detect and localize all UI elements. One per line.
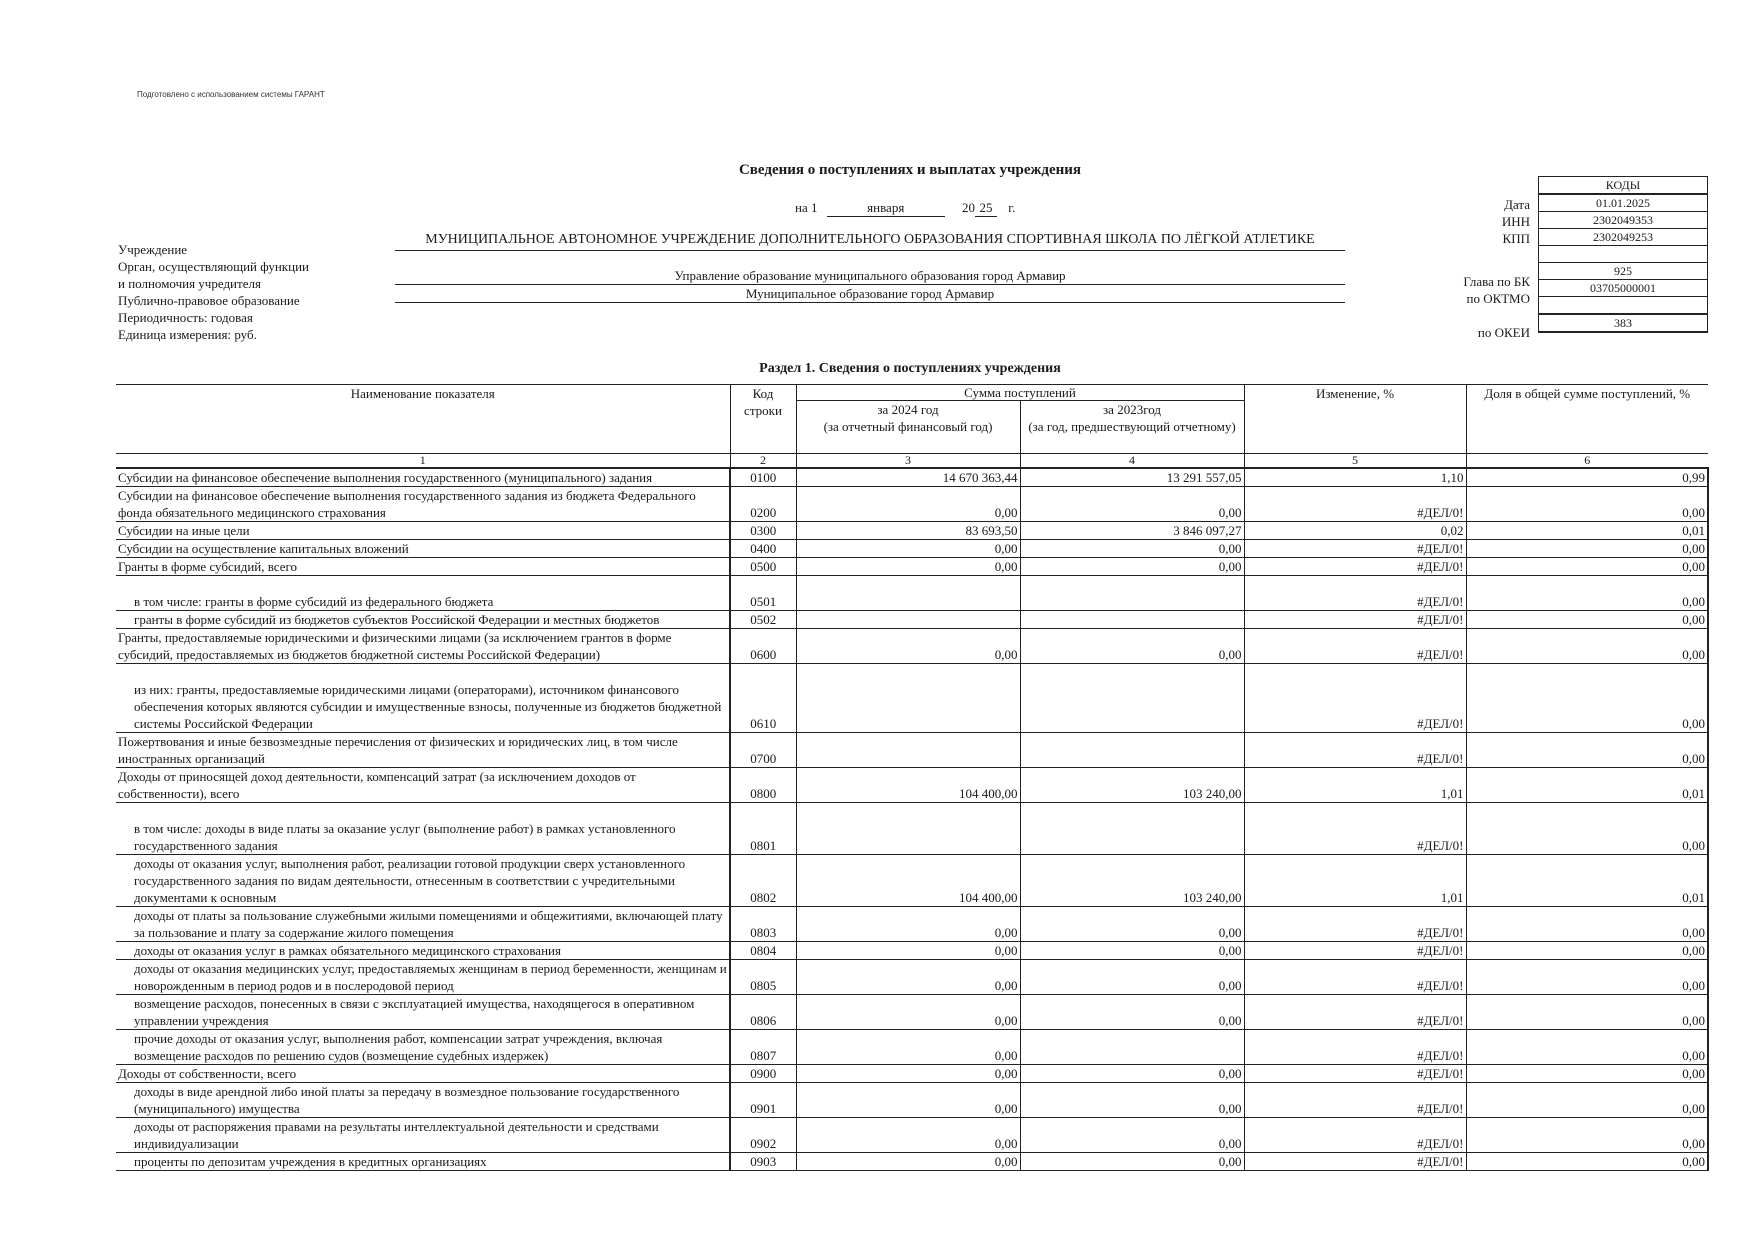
row-value-2023: 3 846 097,27 xyxy=(1020,522,1244,540)
table-row xyxy=(116,1153,1708,1171)
row-name: Субсидии на иные цели xyxy=(116,522,730,540)
code-date: 01.01.2025 xyxy=(1539,193,1707,211)
row-share: 0,00 xyxy=(1466,558,1708,576)
codes-block xyxy=(1538,176,1708,333)
row-share: 0,00 xyxy=(1466,942,1708,960)
table-row xyxy=(116,540,1708,558)
table-row xyxy=(116,995,1708,1030)
col-num-6: 6 xyxy=(1466,454,1708,469)
row-value-2023: 0,00 xyxy=(1020,995,1244,1030)
table-row xyxy=(116,664,1708,733)
date-suffix: г. xyxy=(1008,200,1016,215)
row-change: #ДЕЛ/0! xyxy=(1244,995,1466,1030)
row-value-2024: 14 670 363,44 xyxy=(796,468,1020,487)
row-value-2024: 0,00 xyxy=(796,487,1020,522)
row-change: 1,01 xyxy=(1244,855,1466,907)
row-value-2023: 0,00 xyxy=(1020,1118,1244,1153)
code-label-bk: Глава по БК xyxy=(1463,274,1530,289)
col-2023-subtitle: (за год, предшествующий отчетному) xyxy=(1028,419,1236,434)
row-value-2023 xyxy=(1020,803,1244,855)
row-code: 0901 xyxy=(730,1083,796,1118)
table-row xyxy=(116,1118,1708,1153)
table-row xyxy=(116,611,1708,629)
row-change: #ДЕЛ/0! xyxy=(1244,960,1466,995)
row-value-2023: 103 240,00 xyxy=(1020,855,1244,907)
row-value-2023 xyxy=(1020,1030,1244,1065)
row-name: в том числе: гранты в форме субсидий из федерального бюджета xyxy=(116,576,730,611)
table-row xyxy=(116,733,1708,768)
col-2023-header xyxy=(1020,401,1244,454)
row-name: Гранты в форме субсидий, всего xyxy=(116,558,730,576)
institution-underline xyxy=(395,250,1345,251)
row-name: Доходы от собственности, всего xyxy=(116,1065,730,1083)
row-value-2024: 104 400,00 xyxy=(796,855,1020,907)
row-name: Субсидии на финансовое обеспечение выполнения государственного (муниципального) задания xyxy=(116,468,730,487)
row-value-2023 xyxy=(1020,733,1244,768)
label-founder-2: и полномочия учредителя xyxy=(118,276,261,291)
code-label-oktmo: по ОКТМО xyxy=(1466,291,1530,306)
row-value-2024: 0,00 xyxy=(796,1083,1020,1118)
column-number-row xyxy=(116,454,1708,469)
row-name: Субсидии на финансовое обеспечение выполнения государственного задания из бюджета Федерального фонда обязательного медицинского страхования xyxy=(116,487,730,522)
code-label-date: Дата xyxy=(1504,197,1530,212)
row-value-2023: 0,00 xyxy=(1020,1153,1244,1171)
row-name: из них: гранты, предоставляемые юридическими лицами (операторами), источником финансового обеспечения которых являются субсидии и имущественные взносы, полученные из бюджетов бюджетной системы Российской Федерации xyxy=(116,664,730,733)
col-2024-title: за 2024 год xyxy=(877,402,939,417)
row-share: 0,01 xyxy=(1466,522,1708,540)
row-name: гранты в форме субсидий из бюджетов субъектов Российской Федерации и местных бюджетов xyxy=(116,611,730,629)
section-title: Раздел 1. Сведения о поступлениях учреждения xyxy=(759,361,1061,376)
table-row xyxy=(116,522,1708,540)
row-value-2024: 0,00 xyxy=(796,1065,1020,1083)
col-2024-header xyxy=(796,401,1020,454)
row-value-2024: 83 693,50 xyxy=(796,522,1020,540)
date-year-suffix: 25 xyxy=(975,200,997,217)
row-name: доходы в виде арендной либо иной платы за передачу в возмездное пользование государственного (муниципального) имущества xyxy=(116,1083,730,1118)
row-name: возмещение расходов, понесенных в связи с эксплуатацией имущества, находящегося в оперативном управлении учреждения xyxy=(116,995,730,1030)
receipts-table xyxy=(116,384,1709,1171)
row-change: #ДЕЛ/0! xyxy=(1244,803,1466,855)
row-code: 0300 xyxy=(730,522,796,540)
row-code: 0805 xyxy=(730,960,796,995)
row-share: 0,00 xyxy=(1466,664,1708,733)
row-value-2024: 0,00 xyxy=(796,1153,1020,1171)
code-kpp: 2302049253 xyxy=(1539,228,1707,245)
row-code: 0801 xyxy=(730,803,796,855)
row-code: 0800 xyxy=(730,768,796,803)
document-title: Сведения о поступлениях и выплатах учреждения xyxy=(738,162,1082,178)
label-institution: Учреждение xyxy=(118,242,188,257)
row-share: 0,00 xyxy=(1466,1083,1708,1118)
row-change: #ДЕЛ/0! xyxy=(1244,487,1466,522)
code-label-okei: по ОКЕИ xyxy=(1477,325,1530,340)
row-code: 0501 xyxy=(730,576,796,611)
row-change: #ДЕЛ/0! xyxy=(1244,1065,1466,1083)
row-name: прочие доходы от оказания услуг, выполнения работ, компенсации затрат учреждения, включая возмещение расходов по решению судов (возмещение судебных издержек) xyxy=(116,1030,730,1065)
row-name: доходы от оказания медицинских услуг, предоставляемых женщинам в период беременности, женщинам и новорожденным в период родов и в послеродовой период xyxy=(116,960,730,995)
row-change: #ДЕЛ/0! xyxy=(1244,664,1466,733)
code-label-kpp: КПП xyxy=(1502,231,1530,246)
row-share: 0,99 xyxy=(1466,468,1708,487)
row-value-2023 xyxy=(1020,664,1244,733)
row-share: 0,00 xyxy=(1466,629,1708,664)
col-2024-subtitle: (за отчетный финансовый год) xyxy=(823,419,993,434)
row-value-2024 xyxy=(796,611,1020,629)
row-value-2024: 0,00 xyxy=(796,960,1020,995)
row-value-2024: 0,00 xyxy=(796,1030,1020,1065)
row-code: 0100 xyxy=(730,468,796,487)
row-change: #ДЕЛ/0! xyxy=(1244,907,1466,942)
row-value-2023: 0,00 xyxy=(1020,629,1244,664)
row-share: 0,00 xyxy=(1466,960,1708,995)
table-row xyxy=(116,1065,1708,1083)
row-code: 0610 xyxy=(730,664,796,733)
row-code: 0806 xyxy=(730,995,796,1030)
row-code: 0600 xyxy=(730,629,796,664)
label-periodicity: Периодичность: годовая xyxy=(118,310,253,325)
row-change: 1,10 xyxy=(1244,468,1466,487)
row-value-2023 xyxy=(1020,611,1244,629)
col-name-header: Наименование показателя xyxy=(116,385,730,454)
row-value-2024: 0,00 xyxy=(796,907,1020,942)
row-change: #ДЕЛ/0! xyxy=(1244,733,1466,768)
row-value-2023: 0,00 xyxy=(1020,558,1244,576)
code-empty-2 xyxy=(1539,296,1707,313)
row-value-2024 xyxy=(796,733,1020,768)
row-share: 0,00 xyxy=(1466,540,1708,558)
row-share: 0,00 xyxy=(1466,803,1708,855)
row-change: 0,02 xyxy=(1244,522,1466,540)
table-row xyxy=(116,629,1708,664)
row-value-2024 xyxy=(796,664,1020,733)
row-value-2023: 0,00 xyxy=(1020,907,1244,942)
row-name: доходы от оказания услуг в рамках обязательного медицинского страхования xyxy=(116,942,730,960)
row-value-2023: 0,00 xyxy=(1020,487,1244,522)
code-bk: 925 xyxy=(1539,262,1707,279)
row-code: 0502 xyxy=(730,611,796,629)
row-change: #ДЕЛ/0! xyxy=(1244,576,1466,611)
row-code: 0803 xyxy=(730,907,796,942)
row-change: #ДЕЛ/0! xyxy=(1244,1153,1466,1171)
code-oktmo: 03705000001 xyxy=(1539,279,1707,296)
table-row xyxy=(116,1083,1708,1118)
row-code: 0400 xyxy=(730,540,796,558)
row-value-2023: 103 240,00 xyxy=(1020,768,1244,803)
row-code: 0903 xyxy=(730,1153,796,1171)
row-value-2024: 104 400,00 xyxy=(796,768,1020,803)
row-name: доходы от платы за пользование служебными жилыми помещениями и общежитиями, включающей плату за пользование и плату за содержание жилого помещения xyxy=(116,907,730,942)
row-value-2023: 0,00 xyxy=(1020,942,1244,960)
row-name: доходы от оказания услуг, выполнения работ, реализации готовой продукции сверх установленного государственного задания по видам деятельности, отнесенным в соответствии с учредительными документами к основным xyxy=(116,855,730,907)
table-row xyxy=(116,907,1708,942)
row-name: в том числе: доходы в виде платы за оказание услуг (выполнение работ) в рамках установленного государственного задания xyxy=(116,803,730,855)
date-month: января xyxy=(827,200,945,217)
table-row xyxy=(116,576,1708,611)
founder-underline xyxy=(395,284,1345,285)
row-share: 0,01 xyxy=(1466,768,1708,803)
public-entity-underline xyxy=(395,302,1345,303)
table-row xyxy=(116,468,1708,487)
col-num-3: 3 xyxy=(796,454,1020,469)
col-share-header: Доля в общей сумме поступлений, % xyxy=(1466,385,1708,454)
label-public-entity: Публично-правовое образование xyxy=(118,293,300,308)
table-row xyxy=(116,855,1708,907)
row-share: 0,00 xyxy=(1466,1065,1708,1083)
row-share: 0,00 xyxy=(1466,1030,1708,1065)
row-value-2024: 0,00 xyxy=(796,1118,1020,1153)
row-value-2023: 13 291 557,05 xyxy=(1020,468,1244,487)
row-change: 1,01 xyxy=(1244,768,1466,803)
table-row xyxy=(116,558,1708,576)
col-num-4: 4 xyxy=(1020,454,1244,469)
col-code-header: Код строки xyxy=(730,385,796,454)
row-share: 0,00 xyxy=(1466,733,1708,768)
row-change: #ДЕЛ/0! xyxy=(1244,1030,1466,1065)
institution-name: МУНИЦИПАЛЬНОЕ АВТОНОМНОЕ УЧРЕЖДЕНИЕ ДОПОЛНИТЕЛЬНОГО ОБРАЗОВАНИЯ СПОРТИВНАЯ ШКОЛА ПО ЛЁГКОЙ АТЛЕТИКЕ xyxy=(425,232,1315,247)
code-label-inn: ИНН xyxy=(1501,214,1530,229)
row-name: Гранты, предоставляемые юридическими и физическими лицами (за исключением грантов в форме субсидий, предоставляемых из бюджетов бюджетной системы Российской Федерации) xyxy=(116,629,730,664)
row-share: 0,00 xyxy=(1466,576,1708,611)
row-value-2024: 0,00 xyxy=(796,540,1020,558)
code-inn: 2302049353 xyxy=(1539,211,1707,228)
col-change-header: Изменение, % xyxy=(1244,385,1466,454)
col-num-5: 5 xyxy=(1244,454,1466,469)
row-share: 0,00 xyxy=(1466,907,1708,942)
table-row xyxy=(116,803,1708,855)
report-date-line xyxy=(795,200,1015,217)
codes-header: КОДЫ xyxy=(1605,178,1641,192)
row-code: 0807 xyxy=(730,1030,796,1065)
row-value-2024 xyxy=(796,803,1020,855)
row-value-2024: 0,00 xyxy=(796,995,1020,1030)
row-change: #ДЕЛ/0! xyxy=(1244,611,1466,629)
codes-labels xyxy=(1400,196,1530,341)
row-name: доходы от распоряжения правами на результаты интеллектуальной деятельности и средствами индивидуализации xyxy=(116,1118,730,1153)
label-unit: Единица измерения: руб. xyxy=(118,327,257,342)
row-code: 0802 xyxy=(730,855,796,907)
row-value-2024: 0,00 xyxy=(796,558,1020,576)
label-founder-1: Орган, осуществляющий функции xyxy=(118,259,309,274)
row-share: 0,00 xyxy=(1466,1153,1708,1171)
row-name: Субсидии на осуществление капитальных вложений xyxy=(116,540,730,558)
founder-name: Управление образование муниципального образования город Армавир xyxy=(674,268,1066,283)
row-code: 0200 xyxy=(730,487,796,522)
row-value-2024: 0,00 xyxy=(796,942,1020,960)
col-num-2: 2 xyxy=(730,454,796,469)
col-2023-title: за 2023год xyxy=(1103,402,1161,417)
table-row xyxy=(116,768,1708,803)
row-share: 0,01 xyxy=(1466,855,1708,907)
table-header-row xyxy=(116,385,1708,401)
row-change: #ДЕЛ/0! xyxy=(1244,558,1466,576)
row-name: проценты по депозитам учреждения в кредитных организациях xyxy=(116,1153,730,1171)
row-code: 0902 xyxy=(730,1118,796,1153)
table-row xyxy=(116,942,1708,960)
row-share: 0,00 xyxy=(1466,487,1708,522)
row-code: 0900 xyxy=(730,1065,796,1083)
row-value-2024: 0,00 xyxy=(796,629,1020,664)
col-num-1: 1 xyxy=(116,454,730,469)
row-share: 0,00 xyxy=(1466,1118,1708,1153)
row-name: Пожертвования и иные безвозмездные перечисления от физических и юридических лиц, в том числе иностранных организаций xyxy=(116,733,730,768)
prepared-note: Подготовлено с использованием системы ГАРАНТ xyxy=(137,90,325,99)
table-row xyxy=(116,487,1708,522)
col-sum-header: Сумма поступлений xyxy=(796,385,1244,401)
date-prefix: на 1 xyxy=(795,200,818,215)
row-code: 0500 xyxy=(730,558,796,576)
row-code: 0700 xyxy=(730,733,796,768)
row-value-2024 xyxy=(796,576,1020,611)
row-value-2023: 0,00 xyxy=(1020,1083,1244,1118)
row-value-2023: 0,00 xyxy=(1020,1065,1244,1083)
row-change: #ДЕЛ/0! xyxy=(1244,540,1466,558)
row-change: #ДЕЛ/0! xyxy=(1244,629,1466,664)
row-change: #ДЕЛ/0! xyxy=(1244,1083,1466,1118)
row-share: 0,00 xyxy=(1466,995,1708,1030)
table-row xyxy=(116,960,1708,995)
code-empty-1 xyxy=(1539,245,1707,262)
row-share: 0,00 xyxy=(1466,611,1708,629)
row-code: 0804 xyxy=(730,942,796,960)
row-change: #ДЕЛ/0! xyxy=(1244,1118,1466,1153)
code-okei: 383 xyxy=(1539,313,1707,332)
table-row xyxy=(116,1030,1708,1065)
row-value-2023: 0,00 xyxy=(1020,540,1244,558)
date-year-prefix: 20 xyxy=(961,200,975,215)
row-value-2023 xyxy=(1020,576,1244,611)
row-change: #ДЕЛ/0! xyxy=(1244,942,1466,960)
public-entity-name: Муниципальное образование город Армавир xyxy=(745,286,995,301)
row-name: Доходы от приносящей доход деятельности, компенсаций затрат (за исключением доходов от собственности), всего xyxy=(116,768,730,803)
row-value-2023: 0,00 xyxy=(1020,960,1244,995)
